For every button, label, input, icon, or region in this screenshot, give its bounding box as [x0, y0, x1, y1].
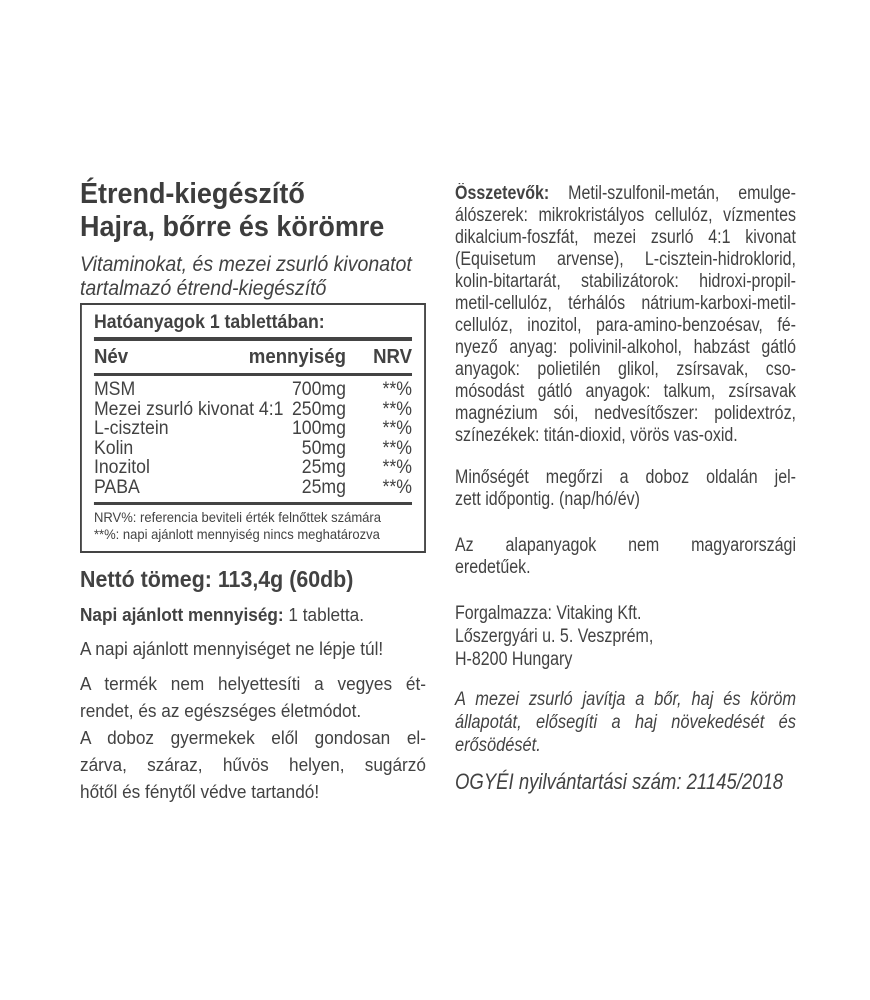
- table-row: [94, 400, 412, 420]
- ingredients-line: kolin-bitartarát, stabilizátorok: hidroxi-propil-: [455, 271, 797, 292]
- distributor-info: [455, 602, 796, 671]
- ingredients-line: nyező anyag: polivinil-alkohol, habzást gátló: [455, 337, 797, 358]
- distributor-country: H-8200 Hungary: [455, 649, 573, 670]
- product-title-line-1: Étrend-kiegészítő: [80, 178, 305, 210]
- footnote-rda: **%: napi ajánlott mennyiség nincs meghatározva: [93, 526, 380, 542]
- product-title: [80, 178, 426, 244]
- right-column: [455, 183, 796, 793]
- ingredients-line: álószerek: mikrokristályos cellulóz, vízmentes: [455, 205, 797, 226]
- row-nrv: **%: [382, 398, 413, 420]
- warning-no-exceed: A napi ajánlott mennyiséget ne lépje túl!: [80, 638, 384, 659]
- table-header-row: [94, 346, 412, 368]
- column-header-nrv: NRV: [373, 346, 413, 368]
- ingredients-line: magnézium sói, nedvesítőszer: polidextróz,: [455, 403, 797, 424]
- table-row: [94, 380, 412, 400]
- ingredients-line: Összetevők: Metil-szulfonil-metán, emulge-: [455, 183, 797, 204]
- footnote-nrv: NRV%: referencia beviteli érték felnőttek számára: [93, 509, 382, 525]
- quality-statement: Minőségét megőrzi a doboz oldalán jel- zett időpontig. (nap/hó/év): [455, 467, 797, 510]
- table-rule-top: [94, 337, 412, 341]
- distributor-street: Lőszergyári u. 5. Veszprém,: [455, 626, 654, 647]
- ingredients-paragraph: [455, 183, 796, 447]
- ingredients-label: Összetevők:: [455, 183, 550, 204]
- row-qty: 250mg: [291, 398, 346, 420]
- row-nrv: **%: [382, 418, 413, 439]
- active-ingredients-table: [80, 303, 426, 553]
- row-nrv: **%: [382, 476, 413, 498]
- warning-storage: A doboz gyermekek elől gondosan el- zárva, száraz, hűvös helyen, sugárzó hőtől és fénytől védve tartandó!: [80, 727, 426, 802]
- daily-dose-label: Napi ajánlott mennyiség:: [80, 604, 284, 625]
- left-column: [80, 178, 426, 805]
- row-qty: 50mg: [301, 437, 346, 459]
- ingredients-line: mósodást gátló anyagok: talkum, zsírsavak: [455, 381, 797, 402]
- column-header-qty: mennyiség: [248, 346, 346, 368]
- row-qty: 25mg: [301, 476, 346, 498]
- table-row: [94, 458, 412, 478]
- distributor-name: Forgalmazza: Vitaking Kft.: [455, 603, 642, 624]
- registration-number: OGYÉI nyilvántartási szám: 21145/2018: [455, 769, 784, 794]
- warning-not-substitute: A termék nem helyettesíti a vegyes ét- rendet, és az egészséges életmódot.: [80, 673, 426, 721]
- table-row: [94, 419, 412, 439]
- table-footnotes: [94, 509, 412, 543]
- net-weight: Nettó tömeg: 113,4g (60db): [80, 566, 354, 592]
- row-name: Kolin: [93, 437, 134, 459]
- product-title-line-2: Hajra, bőrre és körömre: [80, 211, 385, 243]
- table-rule-header: [94, 373, 412, 376]
- ingredients-line: cellulóz, inozitol, para-amino-benzoésav, fé-: [455, 315, 797, 336]
- row-qty: 100mg: [291, 418, 346, 439]
- product-subtitle-line-1: Vitaminokat, és mezei zsurló kivonatot: [80, 253, 412, 276]
- table-row: [94, 478, 412, 498]
- column-header-name: Név: [93, 346, 129, 368]
- row-name: L-cisztein: [93, 418, 169, 439]
- row-name: PABA: [93, 476, 140, 498]
- table-rule-bottom: [94, 502, 412, 505]
- row-qty: 25mg: [301, 457, 346, 478]
- table-row: [94, 439, 412, 459]
- row-nrv: **%: [382, 379, 413, 400]
- daily-dose: [80, 603, 426, 627]
- ingredients-line: dikalcium-foszfát, mezei zsurló 4:1 kivonat: [455, 227, 797, 248]
- health-claim: A mezei zsurló javítja a bőr, haj és köröm állapotát, elősegíti a haj növekedését és erősödését.: [455, 688, 797, 756]
- row-name: MSM: [93, 379, 136, 400]
- product-subtitle-line-2: tartalmazó étrend-kiegészítő: [80, 277, 327, 300]
- row-nrv: **%: [382, 437, 413, 459]
- product-subtitle: [80, 253, 426, 301]
- row-nrv: **%: [382, 457, 413, 478]
- row-name: Mezei zsurló kivonat 4:1: [93, 398, 284, 420]
- row-qty: 700mg: [291, 379, 346, 400]
- row-name: Inozitol: [93, 457, 150, 478]
- daily-dose-value: 1 tabletta.: [288, 604, 364, 625]
- ingredients-line: metil-cellulóz, térhálós nátrium-karboxi-metil-: [455, 293, 797, 314]
- origin-statement: Az alapanyagok nem magyarországi eredetűek.: [455, 535, 797, 578]
- table-heading: Hatóanyagok 1 tablettában:: [93, 312, 325, 333]
- ingredients-line: anyagok: polietilén glikol, zsírsavak, cso-: [455, 359, 797, 380]
- ingredients-line: (Equisetum arvense), L-cisztein-hidroklorid,: [455, 249, 797, 270]
- ingredients-line: színezékek: titán-dioxid, vörös vas-oxid.: [455, 425, 738, 446]
